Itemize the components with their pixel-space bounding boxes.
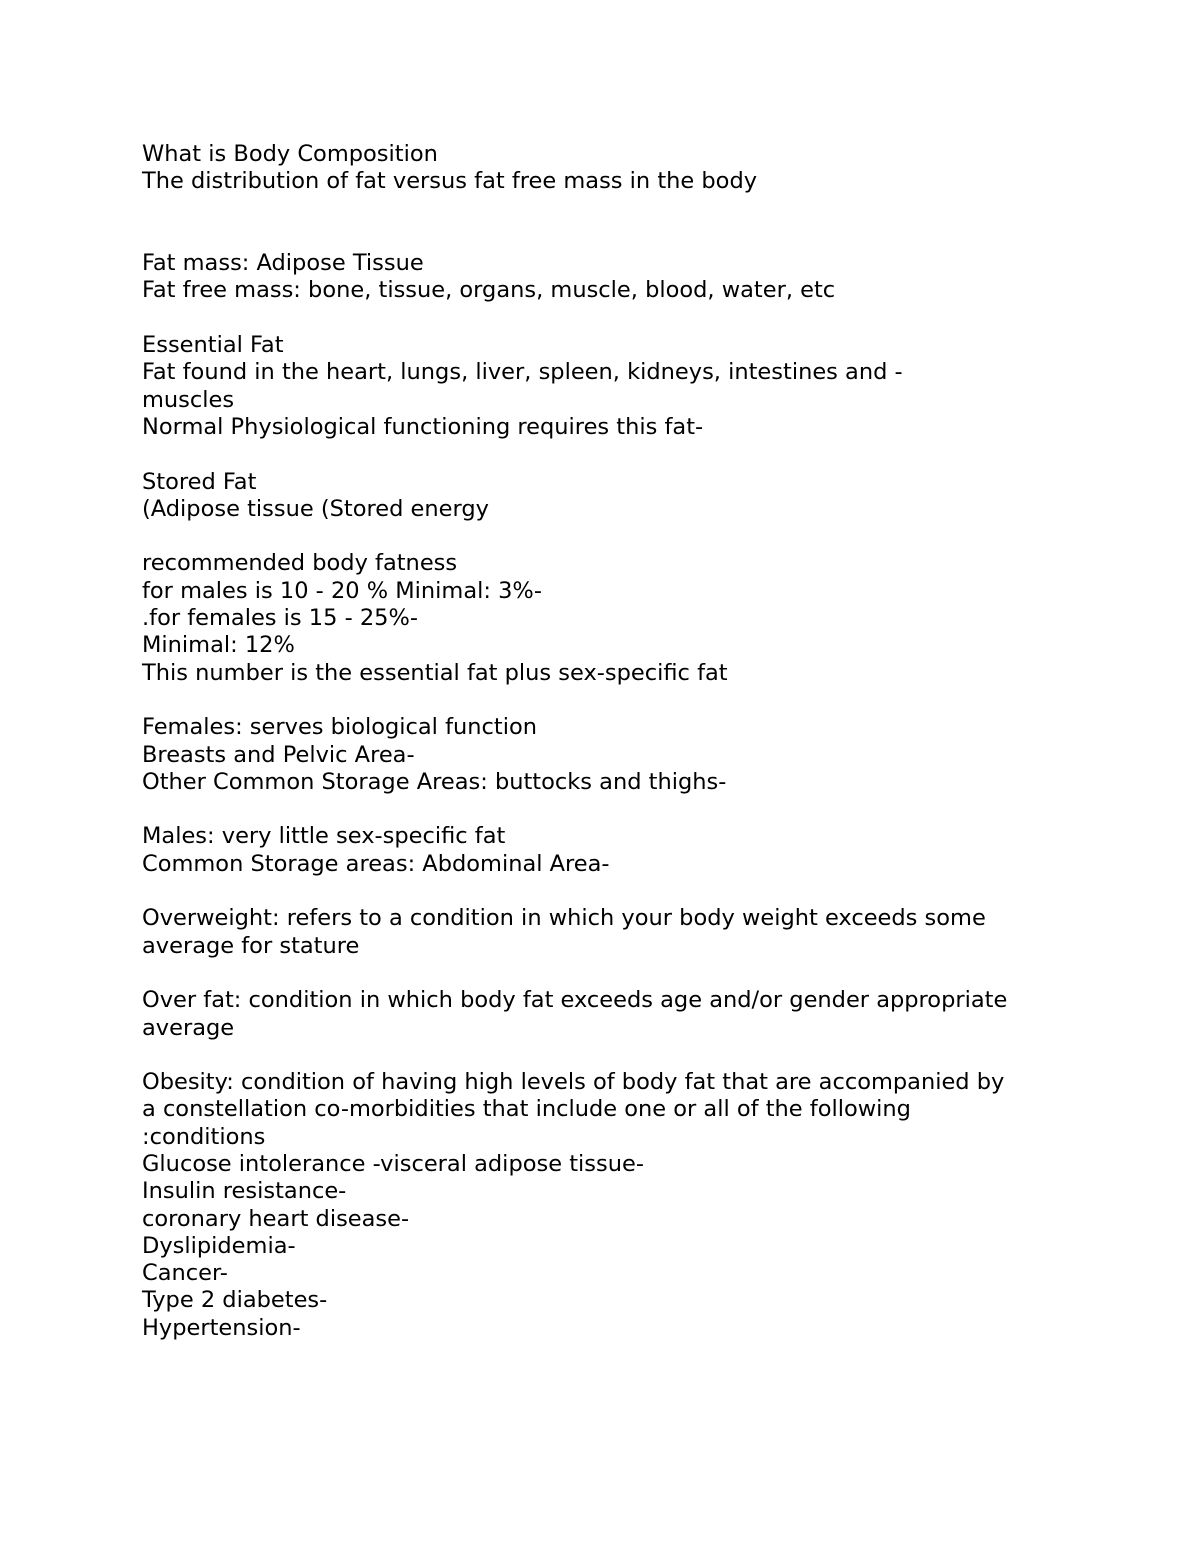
list-item: Type 2 diabetes- — [142, 1287, 328, 1314]
heading-essential-fat: Essential Fat — [142, 332, 284, 359]
heading-what-is-body-composition: What is Body Composition — [142, 141, 438, 167]
text-line: Fat mass: Adipose Tissue — [142, 250, 424, 277]
text-line: Fat free mass: bone, tissue, organs, muscle, blood, water, etc — [142, 277, 836, 304]
text-line: Normal Physiological functioning requires this fat- — [142, 413, 704, 440]
heading-over-fat: Over fat: condition in which body fat exceeds age and/or gender appropriate — [142, 987, 1008, 1014]
heading-stored-fat: Stored Fat — [142, 468, 257, 495]
text-line: :conditions — [142, 1123, 266, 1150]
text-line: This number is the essential fat plus sex-specific fat — [142, 659, 728, 686]
heading-females: Females: serves biological function — [142, 714, 537, 741]
list-item: Dyslipidemia- — [142, 1232, 296, 1259]
list-item: coronary heart disease- — [142, 1205, 410, 1232]
blank-line — [142, 960, 1062, 987]
text-line: average — [142, 1014, 235, 1041]
blank-line — [142, 305, 1062, 332]
document-body — [142, 141, 1062, 1342]
blank-line — [142, 878, 1062, 905]
text-line: for males is 10 - 20 % Minimal: 3%- — [142, 577, 542, 604]
heading-recommended-body-fatness: recommended body fatness — [142, 550, 458, 577]
blank-line — [142, 196, 1062, 223]
list-item: Glucose intolerance -visceral adipose tissue- — [142, 1150, 644, 1177]
text-line: Breasts and Pelvic Area- — [142, 741, 415, 768]
list-item: Hypertension- — [142, 1314, 301, 1341]
blank-line — [142, 223, 1062, 250]
blank-line — [142, 523, 1062, 550]
heading-overweight: Overweight: refers to a condition in which your body weight exceeds some — [142, 905, 986, 932]
text-line: Common Storage areas: Abdominal Area- — [142, 850, 610, 877]
text-line: (Adipose tissue (Stored energy — [142, 495, 489, 522]
text-line: Other Common Storage Areas: buttocks and thighs- — [142, 768, 727, 795]
text-line: Fat found in the heart, lungs, liver, spleen, kidneys, intestines and - — [142, 359, 903, 386]
list-item: Insulin resistance- — [142, 1178, 347, 1205]
heading-males: Males: very little sex-specific fat — [142, 823, 506, 850]
blank-line — [142, 796, 1062, 823]
text-line: The distribution of fat versus fat free mass in the body — [142, 168, 758, 195]
text-line: average for stature — [142, 932, 360, 959]
list-item: Cancer- — [142, 1260, 228, 1287]
text-line: Minimal: 12% — [142, 632, 295, 659]
text-line: muscles — [142, 386, 235, 413]
blank-line — [142, 441, 1062, 468]
blank-line — [142, 687, 1062, 714]
text-line: .for females is 15 - 25%- — [142, 605, 418, 632]
heading-obesity: Obesity: condition of having high levels of body fat that are accompanied by — [142, 1069, 1005, 1096]
blank-line — [142, 1042, 1062, 1069]
text-line: a constellation co-morbidities that include one or all of the following — [142, 1096, 911, 1123]
